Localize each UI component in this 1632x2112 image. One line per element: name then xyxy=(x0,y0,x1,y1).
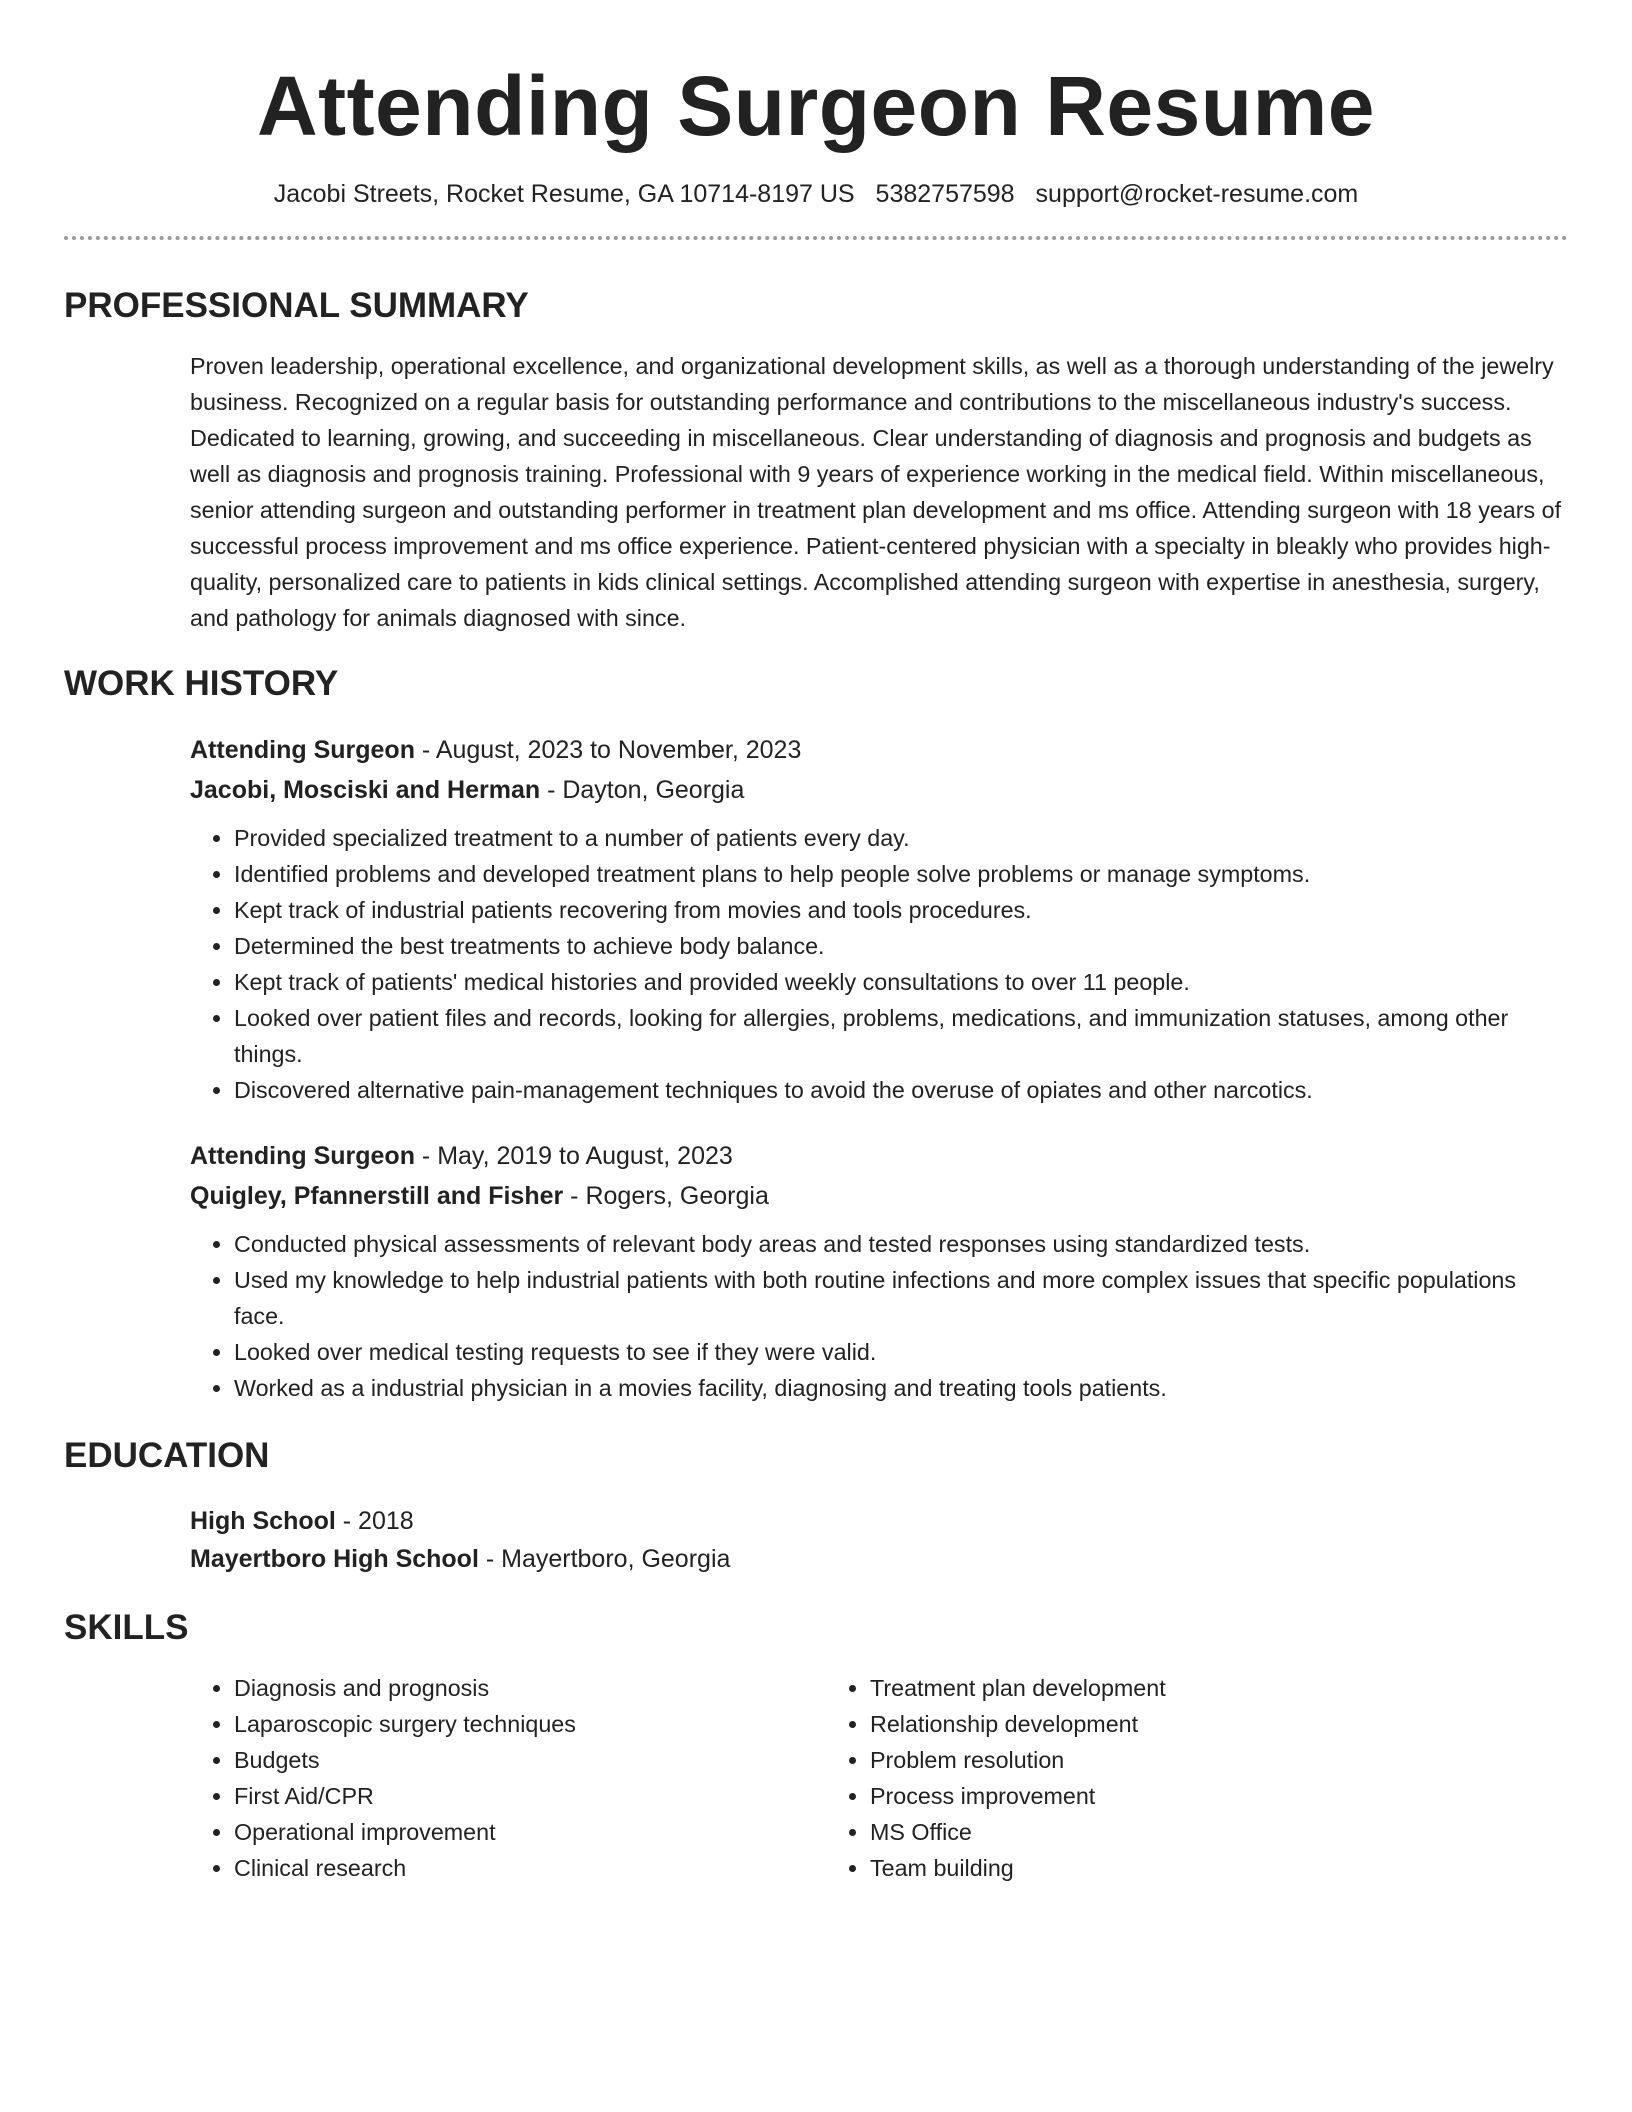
education-year: - 2018 xyxy=(335,1507,414,1535)
job-bullet: • Looked over medical testing requests to see if they were valid. xyxy=(234,1334,1568,1370)
job-location: - Rogers, Georgia xyxy=(563,1182,769,1210)
job-company: Jacobi, Mosciski and Herman xyxy=(190,776,541,804)
job-bullet: • Kept track of industrial patients recovering from movies and tools procedures. xyxy=(234,892,1568,928)
job-title-line xyxy=(190,1136,1568,1176)
skill-item: • Budgets xyxy=(234,1742,826,1778)
skills-heading: SKILLS xyxy=(64,1608,189,1647)
job-entry xyxy=(190,1136,1568,1406)
work-history-heading: WORK HISTORY xyxy=(64,664,339,703)
job-bullet: • Kept track of patients' medical histories and provided weekly consultations to over 11 people. xyxy=(234,964,1568,1000)
header-divider xyxy=(64,236,1568,240)
job-bullets xyxy=(190,1226,1568,1406)
job-bullet: • Conducted physical assessments of relevant body areas and tested responses using standardized tests. xyxy=(234,1226,1568,1262)
job-title: Attending Surgeon xyxy=(190,736,415,764)
work-history-section xyxy=(64,662,1568,1406)
skill-item: • Team building xyxy=(870,1850,1462,1886)
job-bullet: • Determined the best treatments to achieve body balance. xyxy=(234,928,1568,964)
job-location: - Dayton, Georgia xyxy=(540,776,745,804)
job-bullets xyxy=(190,820,1568,1108)
job-company: Quigley, Pfannerstill and Fisher xyxy=(190,1182,564,1210)
contact-address: Jacobi Streets, Rocket Resume, GA 10714-8197 US xyxy=(273,180,855,208)
job-bullet: • Used my knowledge to help industrial patients with both routine infections and more complex issues that specific populations face. xyxy=(234,1262,1568,1334)
skills-left-column xyxy=(190,1670,826,1886)
professional-summary-section xyxy=(64,284,1568,636)
skill-item: • MS Office xyxy=(870,1814,1462,1850)
contact-line xyxy=(64,176,1568,212)
education-section xyxy=(64,1434,1568,1578)
skill-item: • First Aid/CPR xyxy=(234,1778,826,1814)
job-bullet: • Provided specialized treatment to a number of patients every day. xyxy=(234,820,1568,856)
summary-heading: PROFESSIONAL SUMMARY xyxy=(64,286,529,325)
education-location: - Mayertboro, Georgia xyxy=(478,1545,731,1573)
skill-item: • Laparoscopic surgery techniques xyxy=(234,1706,826,1742)
education-degree-line xyxy=(190,1502,1568,1540)
skills-right-column xyxy=(826,1670,1462,1886)
skill-item: • Clinical research xyxy=(234,1850,826,1886)
job-company-line xyxy=(190,770,1568,810)
job-dates: - August, 2023 to November, 2023 xyxy=(414,736,802,764)
skills-section xyxy=(64,1606,1568,1886)
skill-item: • Operational improvement xyxy=(234,1814,826,1850)
skill-item: • Problem resolution xyxy=(870,1742,1462,1778)
skill-item: • Process improvement xyxy=(870,1778,1462,1814)
skills-columns xyxy=(190,1670,1568,1886)
education-school: Mayertboro High School xyxy=(190,1545,479,1573)
summary-text: Proven leadership, operational excellence, and organizational development skills, as well as a thorough understanding of the jewelry business. Recognized on a regular basis for outstanding performance and contributions to the miscellaneous industry's success. Dedicated to learning, growing, and succeeding in miscellaneous. Clear understanding of diagnosis and prognosis and budgets as well as diagnosis and prognosis training. Professional with 9 years of experience working in the medical field. Within miscellaneous, senior attending surgeon and outstanding performer in treatment plan development and ms office. Attending surgeon with 18 years of successful process improvement and ms office experience. Patient-centered physician with a specialty in bleakly who provides high-quality, personalized care to patients in kids clinical settings. Accomplished attending surgeon with expertise in anesthesia, surgery, and pathology for animals diagnosed with since. xyxy=(190,353,1562,631)
education-heading: EDUCATION xyxy=(64,1436,270,1475)
contact-email: support@rocket-resume.com xyxy=(1035,180,1359,208)
skill-item: • Diagnosis and prognosis xyxy=(234,1670,826,1706)
skill-item: • Treatment plan development xyxy=(870,1670,1462,1706)
job-dates: - May, 2019 to August, 2023 xyxy=(414,1142,733,1170)
resume-title: Attending Surgeon Resume xyxy=(256,59,1376,153)
skill-item: • Relationship development xyxy=(870,1706,1462,1742)
contact-phone: 5382757598 xyxy=(875,180,1015,208)
job-bullet: • Looked over patient files and records, looking for allergies, problems, medications, and immunization statuses, among other things. xyxy=(234,1000,1568,1072)
job-title-line xyxy=(190,730,1568,770)
job-title: Attending Surgeon xyxy=(190,1142,415,1170)
education-school-line xyxy=(190,1540,1568,1578)
job-entry xyxy=(190,730,1568,1108)
job-bullet: • Identified problems and developed treatment plans to help people solve problems or manage symptoms. xyxy=(234,856,1568,892)
job-bullet: • Discovered alternative pain-management techniques to avoid the overuse of opiates and other narcotics. xyxy=(234,1072,1568,1108)
education-entry xyxy=(190,1502,1568,1578)
job-bullet: • Worked as a industrial physician in a movies facility, diagnosing and treating tools patients. xyxy=(234,1370,1568,1406)
education-degree: High School xyxy=(190,1507,336,1535)
job-company-line xyxy=(190,1176,1568,1216)
